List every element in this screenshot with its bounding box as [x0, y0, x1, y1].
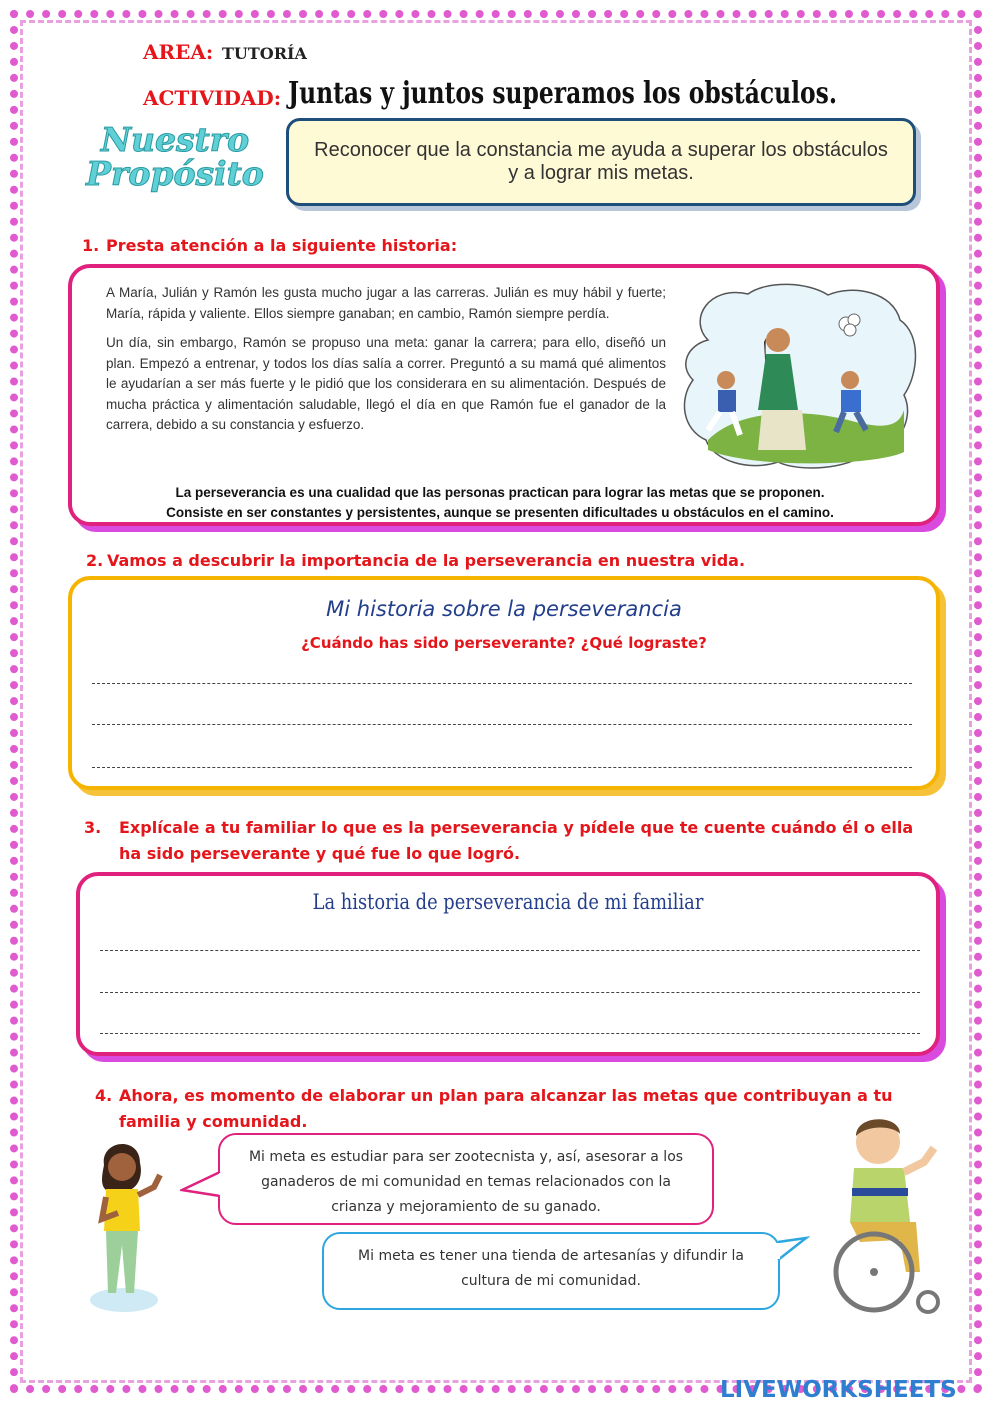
- liveworksheets-watermark: LIVEWORKSHEETS: [720, 1377, 957, 1403]
- section4-heading-line-2: familia y comunidad.: [119, 1112, 308, 1131]
- perseverancia-definition: [90, 483, 910, 523]
- answer-line[interactable]: [100, 1033, 920, 1034]
- definition-line-2: Consiste en ser constantes y persistentes, aunque se presenten dificultades u obstáculos en el camino.: [166, 505, 834, 520]
- section3-number: 3.: [84, 818, 102, 837]
- definition-line-1: La perseverancia es una cualidad que las personas practican para lograr las metas que se proponen.: [175, 485, 825, 500]
- answer-line[interactable]: [100, 950, 920, 951]
- speech-bubble-artesanias: [322, 1232, 780, 1310]
- children-running-illustration: [678, 280, 922, 472]
- bubble1-tail: [180, 1170, 226, 1206]
- proposito-logo: [80, 120, 270, 193]
- logo-line-1: Nuestro: [100, 120, 250, 159]
- section4-number: 4.: [95, 1086, 113, 1105]
- section1-heading: Presta atención a la siguiente historia:: [106, 236, 458, 255]
- boy-wheelchair-illustration: [820, 1112, 960, 1322]
- section1-number: 1.: [82, 236, 100, 255]
- girl-illustration: [82, 1135, 192, 1315]
- logo-line-2: Propósito: [86, 154, 264, 193]
- section2-number: 2.: [86, 551, 104, 570]
- mi-historia-question: ¿Cuándo has sido perseverante? ¿Qué lograste?: [301, 634, 707, 652]
- mi-historia-title: Mi historia sobre la perseverancia: [326, 597, 682, 621]
- actividad-title: Juntas y juntos superamos los obstáculos.: [288, 76, 837, 111]
- area-label: AREA:: [143, 40, 214, 64]
- answer-line[interactable]: [92, 724, 912, 725]
- proposito-box: [286, 118, 916, 206]
- section3-heading-line-1: Explícale a tu familiar lo que es la perseverancia y pídele que te cuente cuándo él o ella: [119, 818, 914, 837]
- speech-bubble-zootecnista: [218, 1133, 714, 1225]
- answer-line[interactable]: [92, 767, 912, 768]
- section2-heading: Vamos a descubrir la importancia de la perseverancia en nuestra vida.: [107, 551, 746, 570]
- story-paragraph-2: Un día, sin embargo, Ramón se propuso una meta: ganar la carrera; para ello, diseñó un plan. Empezó a entrenar, y todos los días salía a correr. Preguntó a su mamá qué alimentos le ayudarían a ser más fuerte y le pidió que los considerara en su alimentación. Después de mucha práctica y alimentación saludable, llegó el día en que Ramón fue el ganador de la carrera, debido a su constancia y esfuerzo.: [106, 335, 666, 432]
- bubble2-text: Mi meta es tener una tienda de artesanías y difundir la cultura de mi comunidad.: [358, 1248, 744, 1289]
- section4-heading-line-1: Ahora, es momento de elaborar un plan para alcanzar las metas que contribuyan a tu: [119, 1086, 893, 1105]
- section3-heading-line-2: ha sido perseverante y qué fue lo que logró.: [119, 844, 521, 863]
- story-text: [106, 283, 666, 445]
- proposito-text: Reconocer que la constancia me ayuda a superar los obstáculos y a lograr mis metas.: [314, 139, 888, 184]
- historia-familiar-title: La historia de perseverancia de mi familiar: [312, 890, 704, 914]
- area-value: TUTORÍA: [222, 44, 307, 63]
- actividad-label: ACTIVIDAD:: [143, 86, 282, 110]
- bubble1-text: Mi meta es estudiar para ser zootecnista y, así, asesorar a los ganaderos de mi comunidad en temas relacionados con la crianza y mejoramiento de su ganado.: [248, 1149, 684, 1215]
- answer-line[interactable]: [92, 683, 912, 684]
- story-paragraph-1: A María, Julián y Ramón les gusta mucho jugar a las carreras. Julián es muy hábil y fuerte; María, rápida y valiente. Ellos siempre ganaban; en cambio, Ramón siempre perdía.: [106, 285, 666, 321]
- bubble2-tail: [774, 1236, 810, 1270]
- answer-line[interactable]: [100, 992, 920, 993]
